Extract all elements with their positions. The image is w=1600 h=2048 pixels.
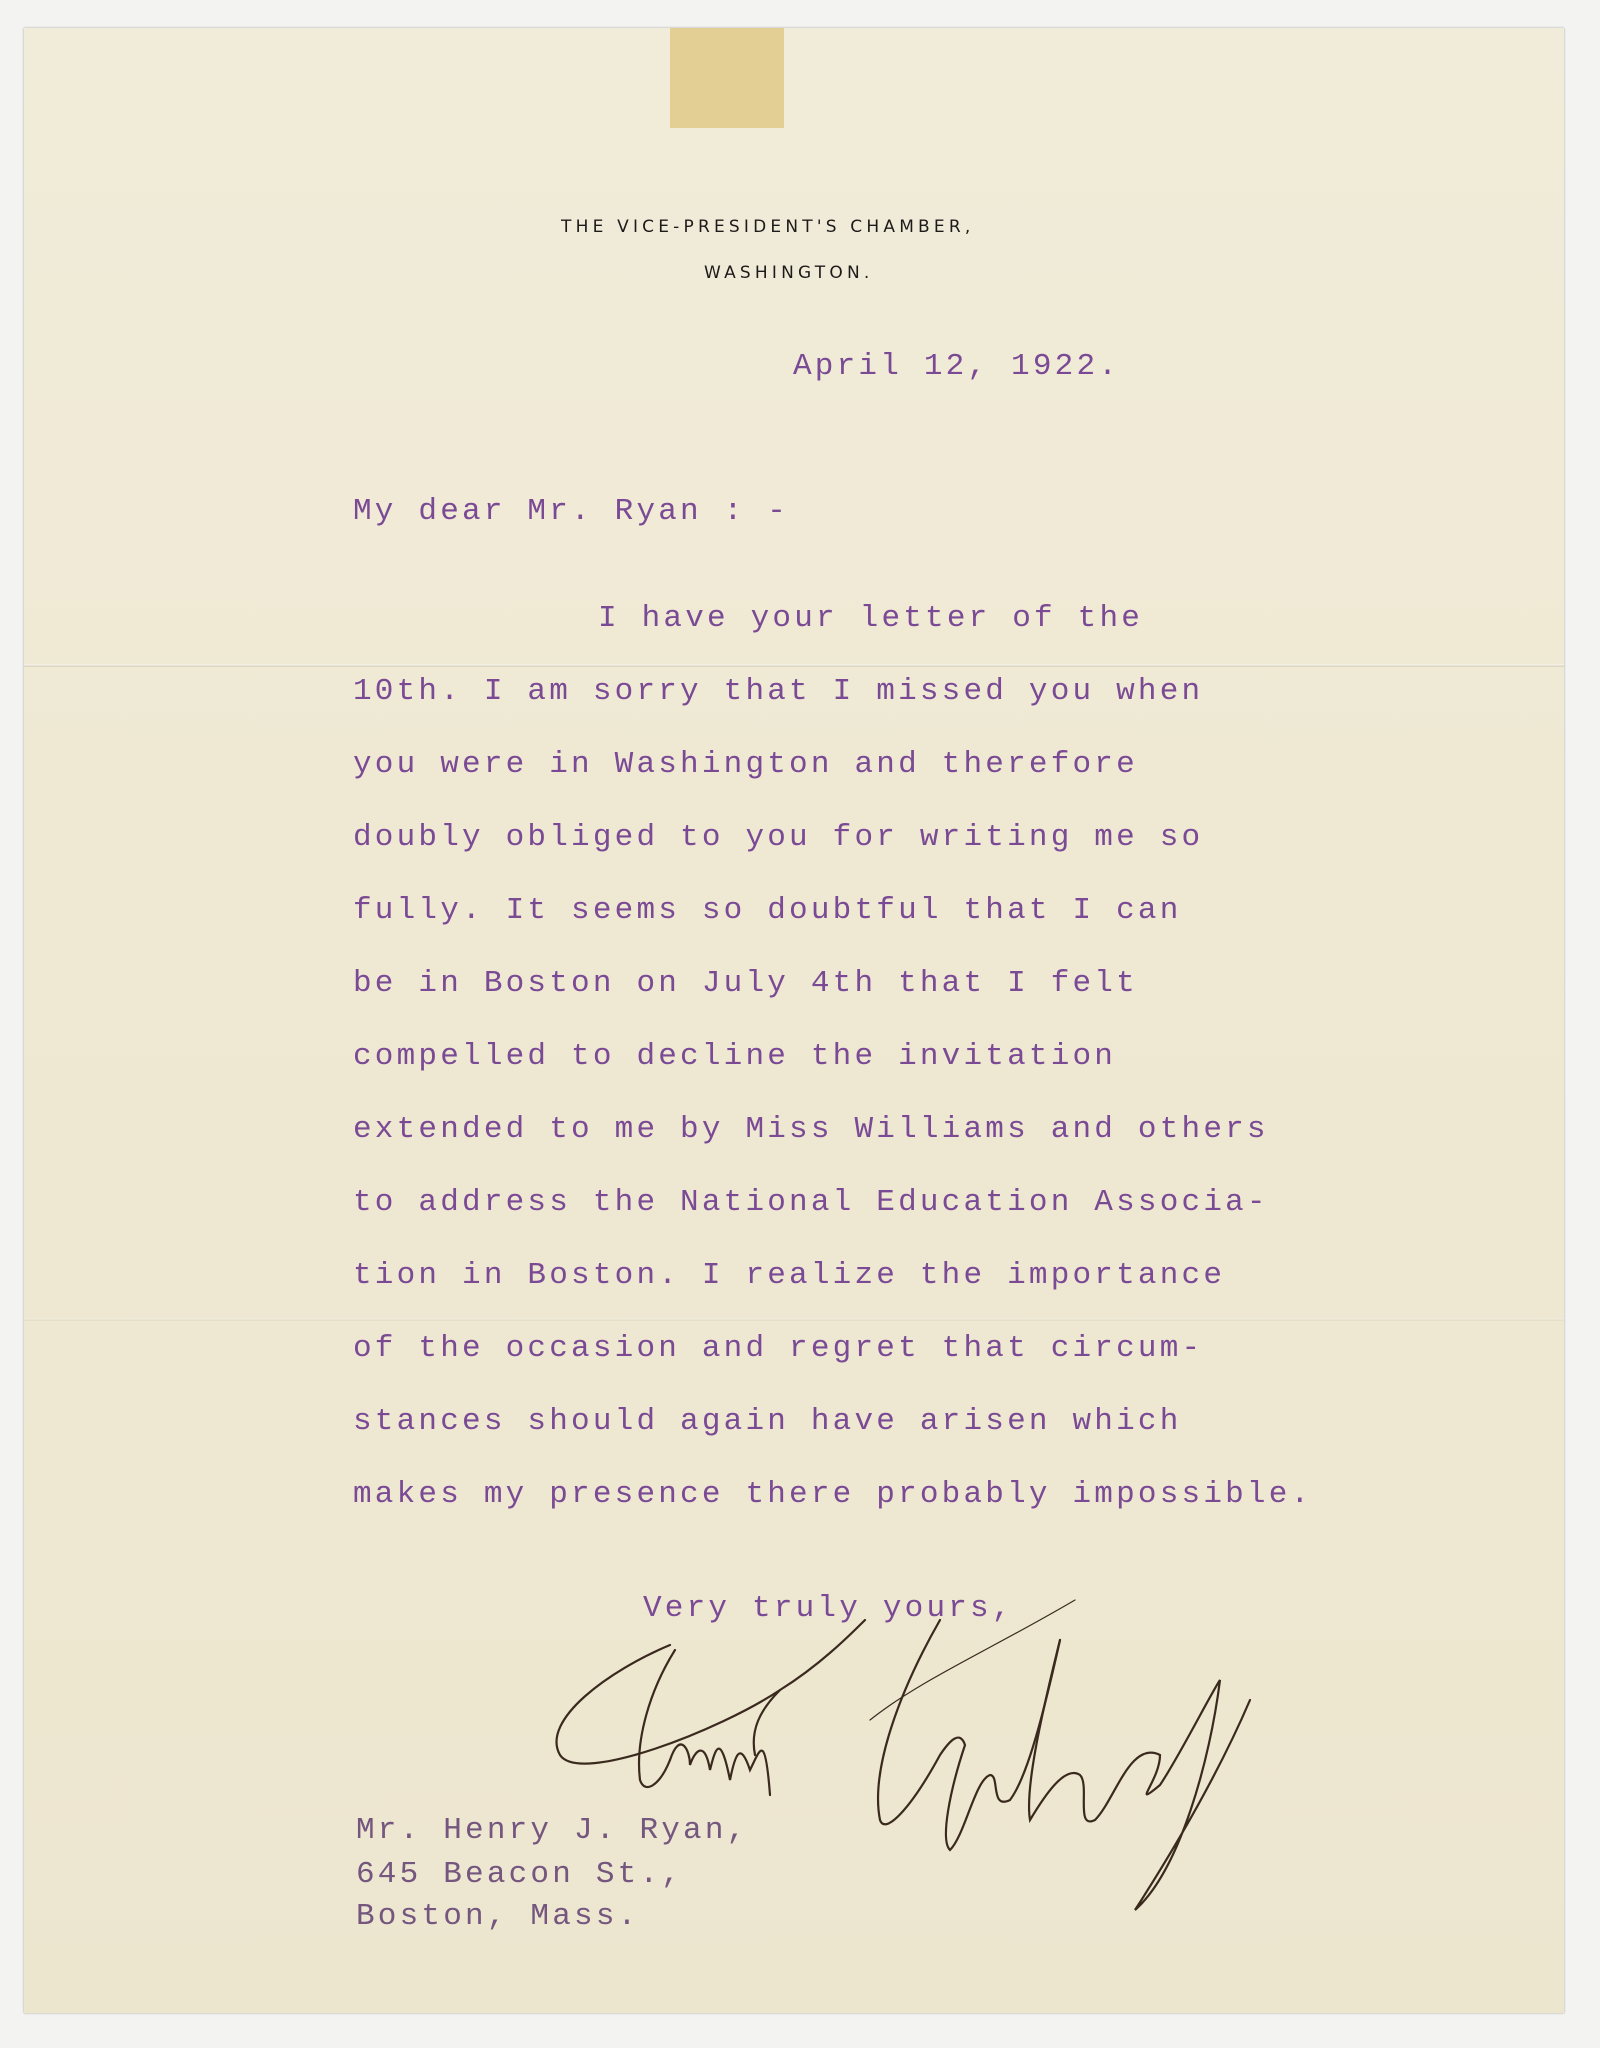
fold-crease [24, 1318, 1564, 1321]
body-line: doubly obliged to you for writing me so [353, 820, 1204, 855]
body-line: makes my presence there probably impossible. [353, 1477, 1313, 1512]
letter-date: April 12, 1922. [793, 349, 1121, 384]
salutation: My dear Mr. Ryan : - [353, 494, 790, 529]
letterhead-title: THE VICE-PRESIDENT'S CHAMBER, [561, 217, 975, 237]
body-line: to address the National Education Associa- [353, 1185, 1269, 1220]
tape-strip [670, 28, 784, 128]
body-line: compelled to decline the invitation [353, 1039, 1117, 1074]
body-line: tion in Boston. I realize the importance [353, 1258, 1226, 1293]
body-line: extended to me by Miss Williams and others [353, 1112, 1269, 1147]
body-line: you were in Washington and therefore [353, 747, 1138, 782]
body-line: be in Boston on July 4th that I felt [353, 966, 1138, 1001]
recipient-city: Boston, Mass. [356, 1899, 640, 1934]
body-line: fully. It seems so doubtful that I can [353, 893, 1182, 928]
recipient-name: Mr. Henry J. Ryan, [356, 1813, 749, 1848]
body-line: 10th. I am sorry that I missed you when [353, 674, 1204, 709]
body-line: of the occasion and regret that circum- [353, 1331, 1204, 1366]
fold-crease [24, 664, 1564, 667]
letterhead-city: WASHINGTON. [704, 263, 874, 283]
closing: Very truly yours, [643, 1591, 1014, 1626]
body-line: stances should again have arisen which [353, 1404, 1182, 1439]
recipient-street: 645 Beacon St., [356, 1857, 684, 1892]
body-line: I have your letter of the [598, 601, 1144, 636]
